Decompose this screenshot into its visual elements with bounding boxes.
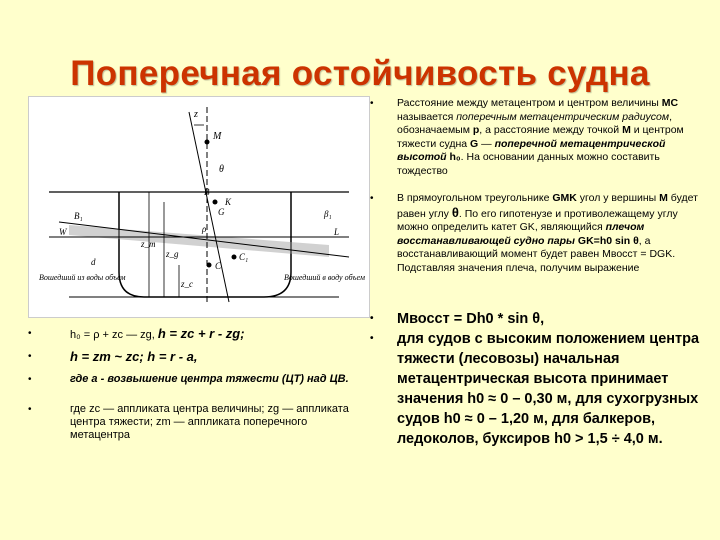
label-z: z [194, 109, 198, 120]
label-rho: ρ [202, 224, 207, 234]
g-point [213, 200, 218, 205]
right-bullet-2: • В прямоугольном треугольнике GMK угол у вершины М будет равен углу θ. По его гипотенузе и противолежащему углу можно определить катет GK, являющийся плечом восстанавливающей судно пары GK=h0 sin θ, а восстанавливающий момент будет равен Мвосст = DGK. Подставляя значения плеча, получим выражение [370, 192, 698, 274]
left-bullet-3 [28, 373, 358, 386]
label-g: G [218, 207, 225, 217]
label-b1: B₁ [74, 211, 83, 221]
label-zm: z_m [141, 239, 156, 249]
label-d: d [91, 257, 96, 267]
label-b: B [204, 187, 210, 197]
ship-cross-section-figure [29, 97, 369, 317]
bullet-marker: • [28, 351, 32, 362]
label-c1: C₁ [239, 252, 249, 262]
c-point [207, 263, 212, 268]
left-bullet-4-text: где zc — аппликата центра величины; zg — аппликата центра тяжести; zm — аппликата поперечного метацентра [70, 403, 349, 441]
right-bullet-3-text: Мвосст = Dh0 * sin θ, [397, 311, 545, 327]
bullet-marker: • [28, 328, 32, 339]
left-bullet-1-prefix: h₀ = ρ + z [70, 329, 118, 341]
label-c: C [215, 261, 222, 271]
label-m: M [213, 131, 222, 142]
label-k: K [225, 197, 232, 207]
left-bullet-2 [28, 350, 358, 363]
bullet-marker: • [370, 333, 374, 344]
left-bullet-3-text: где а - возвышение центра тяжести (ЦТ) над ЦВ. [70, 373, 349, 385]
bullet-marker: • [370, 193, 374, 204]
stability-diagram [28, 96, 370, 318]
label-l: L [334, 227, 340, 237]
left-bullet-1 [28, 327, 358, 342]
label-beta1: β₁ [324, 209, 332, 219]
bullet-marker: • [28, 404, 32, 415]
label-zg: z_g [166, 249, 179, 259]
left-bullet-1-formula: h = zc + r - zg; [157, 326, 245, 341]
right-bullet-1: • Расстояние между метацентром и центром величины МС называется поперечным метацентрическим радиусом, обозначаемым р, а расстояние между точкой М и центром тяжести судна G — поперечной метацентрической высотой h₀. На основании данных можно составить тождество [370, 97, 684, 177]
c1-point [232, 255, 237, 260]
label-theta: θ [219, 164, 224, 175]
bullet-marker: • [370, 313, 374, 324]
wing-left-label: Вошедший из воды объем [39, 273, 126, 282]
wing-right-label: Вошедший в воду объем [284, 273, 365, 282]
right-bullet-4 [370, 329, 700, 449]
heel-wedge [69, 225, 329, 257]
left-bullet-4 [28, 403, 358, 442]
metacenter-point [205, 140, 210, 145]
right-bullet-4-text: для судов с высоким положением центра тяжести (лесовозы) начальная метацентрическая высота принимает значения h0 ≈ 0 – 0,30 м, для сухогрузных судов h0 ≈ 0 – 1,20 м, для балкеров, ледоколов, буксиров h0 > 1,5 ÷ 4,0 м. [397, 331, 700, 447]
bullet-marker: • [28, 374, 32, 385]
slide-title: Поперечная остойчивость судна [70, 54, 650, 93]
bullet-marker: • [370, 98, 374, 109]
label-w: W [59, 227, 67, 237]
label-zc: z_c [181, 279, 193, 289]
right-bullet-3 [370, 309, 700, 329]
left-bullet-1-rest: c — zg, [117, 329, 158, 341]
left-bullet-2-text: h = zm ~ zc; h = r - a, [70, 349, 198, 364]
